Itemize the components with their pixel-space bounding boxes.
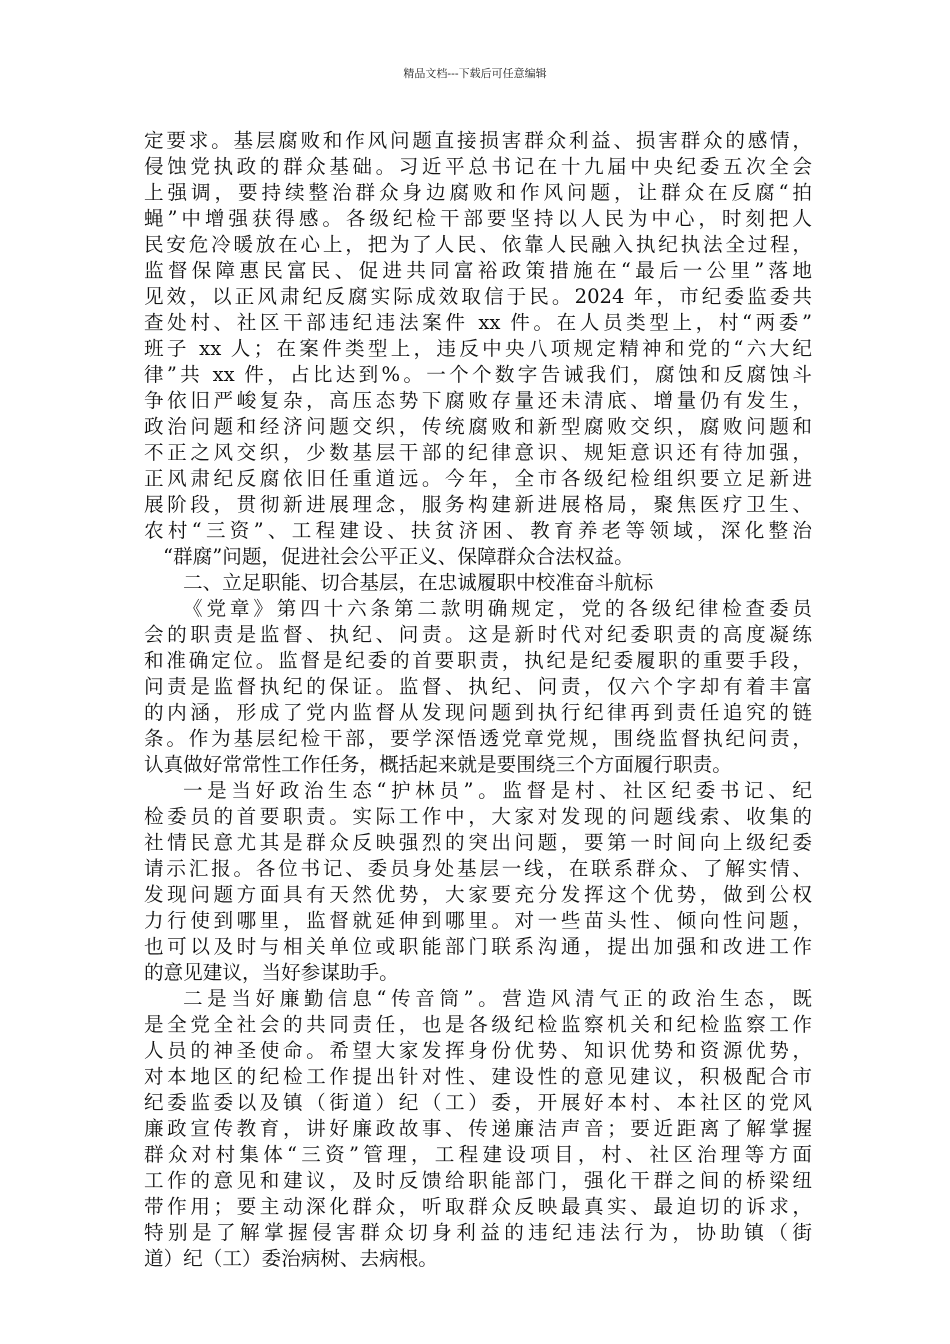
text-line: 二、立足职能、切合基层，在忠诚履职中校准奋斗航标 <box>183 571 654 594</box>
text-line: 争依旧严峻复杂，高压态势下腐败存量还未清底、增量仍有发生， <box>144 389 812 412</box>
text-line: 监督保障惠民富民、促进共同富裕政策措施在“最后一公里”落地 <box>144 259 812 282</box>
text-line: 查处村、社区干部违纪违法案件 xx 件。在人员类型上，村“两委” <box>144 311 812 334</box>
text-line: 蝇”中增强获得感。各级纪检干部要坚持以人民为中心，时刻把人 <box>144 207 812 230</box>
text-line: 不正之风交织，少数基层干部的纪律意识、规矩意识还有待加强， <box>144 441 812 464</box>
text-line: 带作用；要主动深化群众，听取群众反映最真实、最迫切的诉求， <box>144 1195 812 1218</box>
text-line: 认真做好常常性工作任务，概括起来就是要围绕三个方面履行职责。 <box>144 753 732 776</box>
text-line: 正风肃纪反腐依旧任重道远。今年，全市各级纪检组织要立足新进 <box>144 467 812 490</box>
text-line: “群腐”问题，促进社会公平正义、保障群众合法权益。 <box>163 545 634 568</box>
text-line: 是全党全社会的共同责任，也是各级纪检监察机关和纪检监察工作 <box>144 1013 812 1036</box>
text-line: 农村“三资”、工程建设、扶贫济困、教育养老等领域，深化整治 <box>144 519 812 542</box>
text-line: 廉政宣传教育，讲好廉政故事、传递廉洁声音；要近距离了解掌握 <box>144 1117 812 1140</box>
text-line: 也可以及时与相关单位或职能部门联系沟通，提出加强和改进工作 <box>144 935 812 958</box>
text-line: 民安危冷暖放在心上，把为了人民、依靠人民融入执纪执法全过程， <box>144 233 812 256</box>
text-line: 班子 xx 人；在案件类型上，违反中央八项规定精神和党的“六大纪 <box>144 337 812 360</box>
text-line: 检委员的首要职责。实际工作中，大家对发现的问题线索、收集的 <box>144 805 812 828</box>
text-line: 道）纪（工）委治病树、去病根。 <box>144 1247 438 1270</box>
text-line: 政治问题和经济问题交织，传统腐败和新型腐败交织，腐败问题和 <box>144 415 812 438</box>
text-line: 特别是了解掌握侵害群众切身利益的违纪违法行为，协助镇（街 <box>144 1221 812 1244</box>
text-line: 一是当好政治生态“护林员”。监督是村、社区纪委书记、纪 <box>183 779 812 802</box>
text-line: 对本地区的纪检工作提出针对性、建设性的意见建议，积极配合市 <box>144 1065 812 1088</box>
text-line: 工作的意见和建议，及时反馈给职能部门，强化干群之间的桥梁纽 <box>144 1169 812 1192</box>
document-body <box>144 128 812 1272</box>
text-line: 《党章》第四十六条第二款明确规定，党的各级纪律检查委员 <box>183 597 812 620</box>
text-line: 侵蚀党执政的群众基础。习近平总书记在十九届中央纪委五次全会 <box>144 155 812 178</box>
text-line: 发现问题方面具有天然优势，大家要充分发挥这个优势，做到公权 <box>144 883 812 906</box>
page-header: 精品文档---下载后可任意编辑 <box>403 67 547 80</box>
text-line: 纪委监委以及镇（街道）纪（工）委，开展好本村、本社区的党风 <box>144 1091 812 1114</box>
text-line: 二是当好廉勤信息“传音筒”。营造风清气正的政治生态，既 <box>183 987 812 1010</box>
text-line: 的内涵，形成了党内监督从发现问题到执行纪律再到责任追究的链 <box>144 701 812 724</box>
text-line: 群众对村集体“三资”管理，工程建设项目，村、社区治理等方面 <box>144 1143 812 1166</box>
text-line: 力行使到哪里，监督就延伸到哪里。对一些苗头性、倾向性问题， <box>144 909 812 932</box>
text-line: 人员的神圣使命。希望大家发挥身份优势、知识优势和资源优势， <box>144 1039 812 1062</box>
text-line: 会的职责是监督、执纪、问责。这是新时代对纪委职责的高度凝练 <box>144 623 812 646</box>
text-line: 条。作为基层纪检干部，要学深悟透党章党规，围绕监督执纪问责， <box>144 727 812 750</box>
text-line: 展阶段，贯彻新进展理念，服务构建新进展格局，聚焦医疗卫生、 <box>144 493 812 516</box>
text-line: 见效，以正风肃纪反腐实际成效取信于民。2024 年，市纪委监委共 <box>144 285 812 308</box>
text-line: 请示汇报。各位书记、委员身处基层一线，在联系群众、了解实情、 <box>144 857 812 880</box>
text-line: 和准确定位。监督是纪委的首要职责，执纪是纪委履职的重要手段， <box>144 649 812 672</box>
text-line: 上强调，要持续整治群众身边腐败和作风问题，让群众在反腐“拍 <box>144 181 812 204</box>
text-line: 的意见建议，当好参谋助手。 <box>144 961 399 984</box>
text-line: 定要求。基层腐败和作风问题直接损害群众利益、损害群众的感情， <box>144 129 812 152</box>
text-line: 社情民意尤其是群众反映强烈的突出问题，要第一时间向上级纪委 <box>144 831 812 854</box>
text-line: 律”共 xx 件，占比达到%。一个个数字告诫我们，腐蚀和反腐蚀斗 <box>144 363 812 386</box>
text-line: 问责是监督执纪的保证。监督、执纪、问责，仅六个字却有着丰富 <box>144 675 812 698</box>
